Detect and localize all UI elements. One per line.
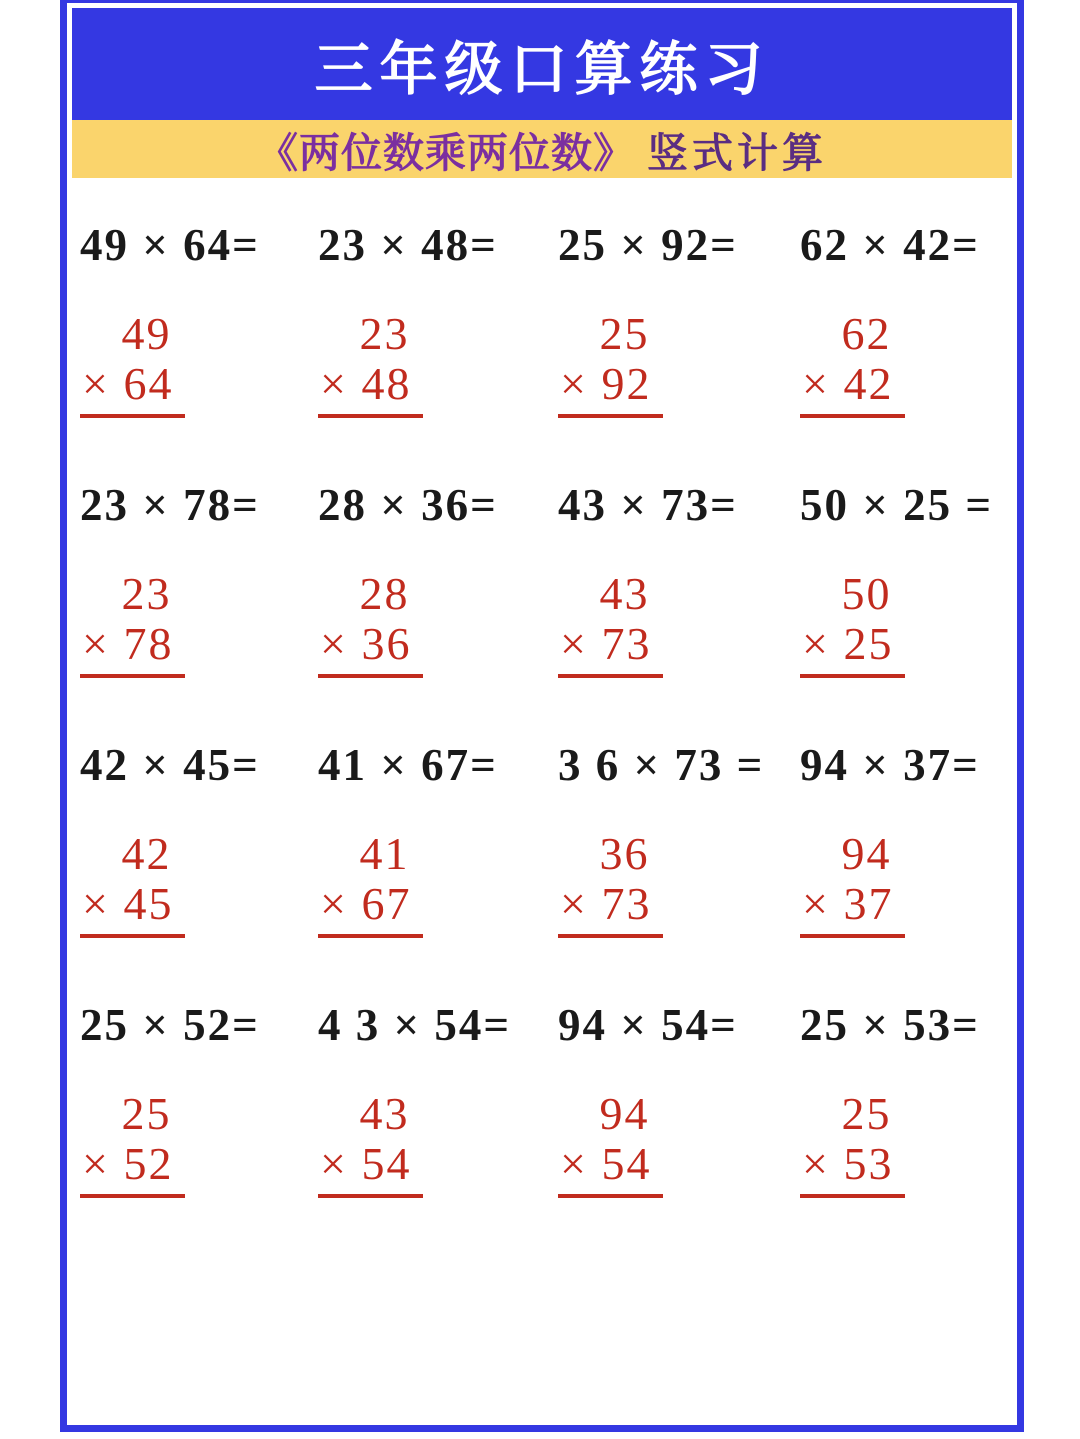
vertical-form [318, 1088, 423, 1198]
subtitle-topic: 《两位数乘两位数》 [257, 129, 635, 176]
vertical-top-number: 23 [359, 308, 410, 359]
vertical-multiplier-row: × 78 [80, 621, 185, 678]
vertical-top-number: 36 [599, 828, 650, 879]
vertical-top-number: 28 [359, 568, 410, 619]
vertical-multiplier-row: × 25 [800, 621, 905, 678]
vertical-form [80, 568, 185, 678]
worksheet-frame [60, 0, 1024, 1432]
equation: 49 × 64= [80, 220, 260, 270]
vertical-top-number: 94 [841, 828, 892, 879]
vertical-top-number: 50 [841, 568, 892, 619]
vertical-form [800, 1088, 905, 1198]
problem-cell-5 [80, 481, 318, 741]
problem-cell-13 [80, 1001, 318, 1261]
vertical-form [800, 568, 905, 678]
vertical-multiplier-row: × 37 [800, 881, 905, 938]
vertical-form [80, 828, 185, 938]
vertical-form [558, 828, 663, 938]
vertical-multiplier-row: × 52 [80, 1141, 185, 1198]
vertical-top-number: 25 [121, 1088, 172, 1139]
vertical-form [800, 308, 905, 418]
problem-cell-4 [800, 221, 1014, 481]
vertical-form [558, 1088, 663, 1198]
problem-cell-16 [800, 1001, 1014, 1261]
vertical-form [558, 568, 663, 678]
vertical-multiplier-row: × 54 [558, 1141, 663, 1198]
problem-cell-11 [558, 741, 800, 1001]
equation: 3 6 × 73 = [558, 740, 765, 790]
equation: 94 × 37= [800, 740, 980, 790]
vertical-multiplier-row: × 36 [318, 621, 423, 678]
vertical-form [800, 828, 905, 938]
problem-cell-2 [318, 221, 558, 481]
vertical-top-number: 94 [599, 1088, 650, 1139]
equation: 50 × 25 = [800, 480, 994, 530]
equation: 62 × 42= [800, 220, 980, 270]
equation: 41 × 67= [318, 740, 498, 790]
vertical-top-number: 43 [359, 1088, 410, 1139]
vertical-top-number: 42 [121, 828, 172, 879]
equation: 4 3 × 54= [318, 1000, 512, 1050]
vertical-top-number: 25 [841, 1088, 892, 1139]
problem-cell-3 [558, 221, 800, 481]
equation: 25 × 92= [558, 220, 738, 270]
equation: 25 × 52= [80, 1000, 260, 1050]
subtitle-method: 竖式计算 [647, 129, 827, 176]
vertical-top-number: 25 [599, 308, 650, 359]
problems-grid [80, 221, 1014, 1261]
equation: 43 × 73= [558, 480, 738, 530]
vertical-form [318, 828, 423, 938]
vertical-top-number: 41 [359, 828, 410, 879]
problem-cell-1 [80, 221, 318, 481]
subtitle [257, 120, 827, 179]
equation: 25 × 53= [800, 1000, 980, 1050]
page-title: 三年级口算练习 [314, 37, 770, 102]
vertical-multiplier-row: × 64 [80, 361, 185, 418]
vertical-form [80, 1088, 185, 1198]
equation: 28 × 36= [318, 480, 498, 530]
vertical-form [558, 308, 663, 418]
vertical-multiplier-row: × 73 [558, 881, 663, 938]
vertical-multiplier-row: × 48 [318, 361, 423, 418]
subtitle-band [72, 120, 1012, 178]
equation: 42 × 45= [80, 740, 260, 790]
vertical-multiplier-row: × 92 [558, 361, 663, 418]
equation: 23 × 78= [80, 480, 260, 530]
problem-cell-6 [318, 481, 558, 741]
problem-cell-8 [800, 481, 1014, 741]
vertical-top-number: 62 [841, 308, 892, 359]
vertical-multiplier-row: × 54 [318, 1141, 423, 1198]
problem-cell-7 [558, 481, 800, 741]
vertical-multiplier-row: × 73 [558, 621, 663, 678]
problem-cell-15 [558, 1001, 800, 1261]
problem-cell-10 [318, 741, 558, 1001]
header-band [72, 8, 1012, 120]
vertical-multiplier-row: × 45 [80, 881, 185, 938]
problem-cell-14 [318, 1001, 558, 1261]
vertical-multiplier-row: × 42 [800, 361, 905, 418]
vertical-form [80, 308, 185, 418]
problem-cell-12 [800, 741, 1014, 1001]
vertical-multiplier-row: × 67 [318, 881, 423, 938]
problem-cell-9 [80, 741, 318, 1001]
vertical-top-number: 49 [121, 308, 172, 359]
vertical-top-number: 43 [599, 568, 650, 619]
equation: 23 × 48= [318, 220, 498, 270]
vertical-form [318, 568, 423, 678]
vertical-form [318, 308, 423, 418]
vertical-multiplier-row: × 53 [800, 1141, 905, 1198]
equation: 94 × 54= [558, 1000, 738, 1050]
vertical-top-number: 23 [121, 568, 172, 619]
